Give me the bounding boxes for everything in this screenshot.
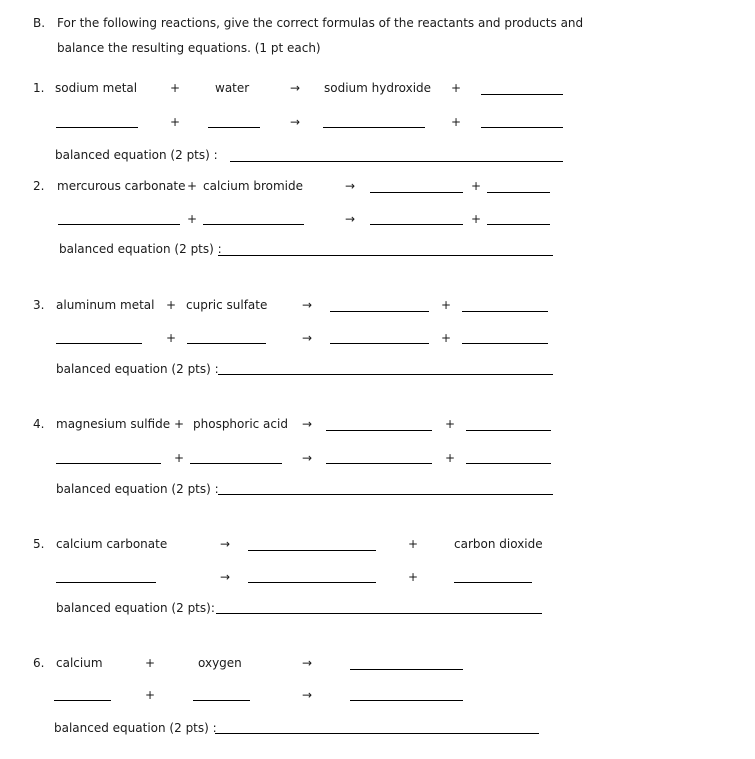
problem-3-formula-blank-3[interactable] bbox=[330, 343, 429, 344]
arrow-icon: → bbox=[302, 656, 313, 670]
problem-5-formula-blank-2[interactable] bbox=[248, 582, 376, 583]
plus-sign: + bbox=[451, 81, 462, 95]
problem-2-reactant-2: calcium bromide bbox=[203, 179, 303, 193]
problem-3-reactant-2: cupric sulfate bbox=[186, 298, 268, 312]
arrow-icon: → bbox=[302, 298, 313, 312]
plus-sign: + bbox=[166, 298, 177, 312]
problem-6-formula-blank-1[interactable] bbox=[54, 700, 111, 701]
problem-1-reactant-1: sodium metal bbox=[55, 81, 138, 95]
problem-3-balanced-label: balanced equation (2 pts) : bbox=[56, 362, 219, 376]
problem-1-formula-blank-1[interactable] bbox=[56, 127, 138, 128]
plus-sign: + bbox=[145, 656, 156, 670]
problem-3-blank-product-1[interactable] bbox=[330, 311, 429, 312]
arrow-icon: → bbox=[302, 331, 313, 345]
plus-sign: + bbox=[170, 81, 181, 95]
problem-5-formula-blank-1[interactable] bbox=[56, 582, 156, 583]
plus-sign: + bbox=[445, 417, 456, 431]
problem-5-product-2: carbon dioxide bbox=[454, 537, 543, 551]
problem-6-number: 6. bbox=[33, 656, 45, 670]
arrow-icon: → bbox=[220, 537, 231, 551]
problem-2-formula-blank-3[interactable] bbox=[370, 224, 463, 225]
problem-4-formula-blank-4[interactable] bbox=[466, 463, 551, 464]
problem-6-balanced-label: balanced equation (2 pts) : bbox=[54, 721, 217, 735]
problem-5-formula-blank-3[interactable] bbox=[454, 582, 532, 583]
problem-3-balanced-blank[interactable] bbox=[218, 374, 553, 375]
problem-2-formula-blank-4[interactable] bbox=[487, 224, 550, 225]
problem-3-number: 3. bbox=[33, 298, 45, 312]
plus-sign: + bbox=[441, 331, 452, 345]
problem-6-balanced-blank[interactable] bbox=[215, 733, 539, 734]
arrow-icon: → bbox=[290, 81, 301, 95]
plus-sign: + bbox=[174, 451, 185, 465]
problem-4-reactant-2: phosphoric acid bbox=[193, 417, 288, 431]
section-label: B. bbox=[33, 16, 46, 30]
plus-sign: + bbox=[445, 451, 456, 465]
problem-1-formula-blank-2[interactable] bbox=[208, 127, 260, 128]
problem-1-balanced-blank[interactable] bbox=[230, 161, 563, 162]
arrow-icon: → bbox=[220, 570, 231, 584]
instruction-line-2: balance the resulting equations. (1 pt each) bbox=[57, 41, 321, 55]
problem-4-blank-product-1[interactable] bbox=[326, 430, 432, 431]
problem-2-balanced-blank[interactable] bbox=[218, 255, 553, 256]
problem-2-blank-product-2[interactable] bbox=[487, 192, 550, 193]
problem-4-blank-product-2[interactable] bbox=[466, 430, 551, 431]
problem-4-number: 4. bbox=[33, 417, 45, 431]
arrow-icon: → bbox=[302, 688, 313, 702]
plus-sign: + bbox=[187, 212, 198, 226]
arrow-icon: → bbox=[345, 212, 356, 226]
plus-sign: + bbox=[145, 688, 156, 702]
plus-sign: + bbox=[471, 212, 482, 226]
problem-2-number: 2. bbox=[33, 179, 45, 193]
arrow-icon: → bbox=[302, 417, 313, 431]
plus-sign: + bbox=[187, 179, 198, 193]
problem-1-number: 1. bbox=[33, 81, 45, 95]
arrow-icon: → bbox=[345, 179, 356, 193]
problem-3-blank-product-2[interactable] bbox=[462, 311, 548, 312]
problem-4-formula-blank-2[interactable] bbox=[190, 463, 282, 464]
problem-4-formula-blank-1[interactable] bbox=[56, 463, 161, 464]
problem-1-blank-product-2[interactable] bbox=[481, 94, 563, 95]
problem-1-formula-blank-4[interactable] bbox=[481, 127, 563, 128]
problem-2-reactant-1: mercurous carbonate bbox=[57, 179, 186, 193]
problem-4-balanced-label: balanced equation (2 pts) : bbox=[56, 482, 219, 496]
plus-sign: + bbox=[166, 331, 177, 345]
problem-4-formula-blank-3[interactable] bbox=[326, 463, 432, 464]
problem-2-balanced-label: balanced equation (2 pts) : bbox=[59, 242, 222, 256]
problem-4-reactant-1: magnesium sulfide bbox=[56, 417, 171, 431]
plus-sign: + bbox=[471, 179, 482, 193]
instruction-line-1: For the following reactions, give the correct formulas of the reactants and products and bbox=[57, 16, 584, 30]
problem-6-formula-blank-3[interactable] bbox=[350, 700, 463, 701]
plus-sign: + bbox=[441, 298, 452, 312]
problem-5-number: 5. bbox=[33, 537, 45, 551]
problem-6-reactant-2: oxygen bbox=[198, 656, 242, 670]
plus-sign: + bbox=[174, 417, 185, 431]
problem-6-formula-blank-2[interactable] bbox=[193, 700, 250, 701]
problem-5-reactant-1: calcium carbonate bbox=[56, 537, 168, 551]
arrow-icon: → bbox=[302, 451, 313, 465]
problem-5-balanced-label: balanced equation (2 pts): bbox=[56, 601, 215, 615]
problem-3-reactant-1: aluminum metal bbox=[56, 298, 155, 312]
problem-5-balanced-blank[interactable] bbox=[216, 613, 542, 614]
problem-6-reactant-1: calcium bbox=[56, 656, 103, 670]
problem-3-formula-blank-4[interactable] bbox=[462, 343, 548, 344]
problem-1-product-1: sodium hydroxide bbox=[324, 81, 432, 95]
arrow-icon: → bbox=[290, 115, 301, 129]
problem-5-blank-product-1[interactable] bbox=[248, 550, 376, 551]
problem-2-formula-blank-2[interactable] bbox=[203, 224, 304, 225]
plus-sign: + bbox=[451, 115, 462, 129]
problem-3-formula-blank-1[interactable] bbox=[56, 343, 142, 344]
problem-3-formula-blank-2[interactable] bbox=[187, 343, 266, 344]
problem-2-formula-blank-1[interactable] bbox=[58, 224, 180, 225]
problem-1-reactant-2: water bbox=[215, 81, 250, 95]
problem-6-blank-product[interactable] bbox=[350, 669, 463, 670]
problem-1-formula-blank-3[interactable] bbox=[323, 127, 425, 128]
problem-2-blank-product-1[interactable] bbox=[370, 192, 463, 193]
plus-sign: + bbox=[170, 115, 181, 129]
problem-4-balanced-blank[interactable] bbox=[218, 494, 553, 495]
plus-sign: + bbox=[408, 537, 419, 551]
problem-1-balanced-label: balanced equation (2 pts) : bbox=[55, 148, 218, 162]
plus-sign: + bbox=[408, 570, 419, 584]
